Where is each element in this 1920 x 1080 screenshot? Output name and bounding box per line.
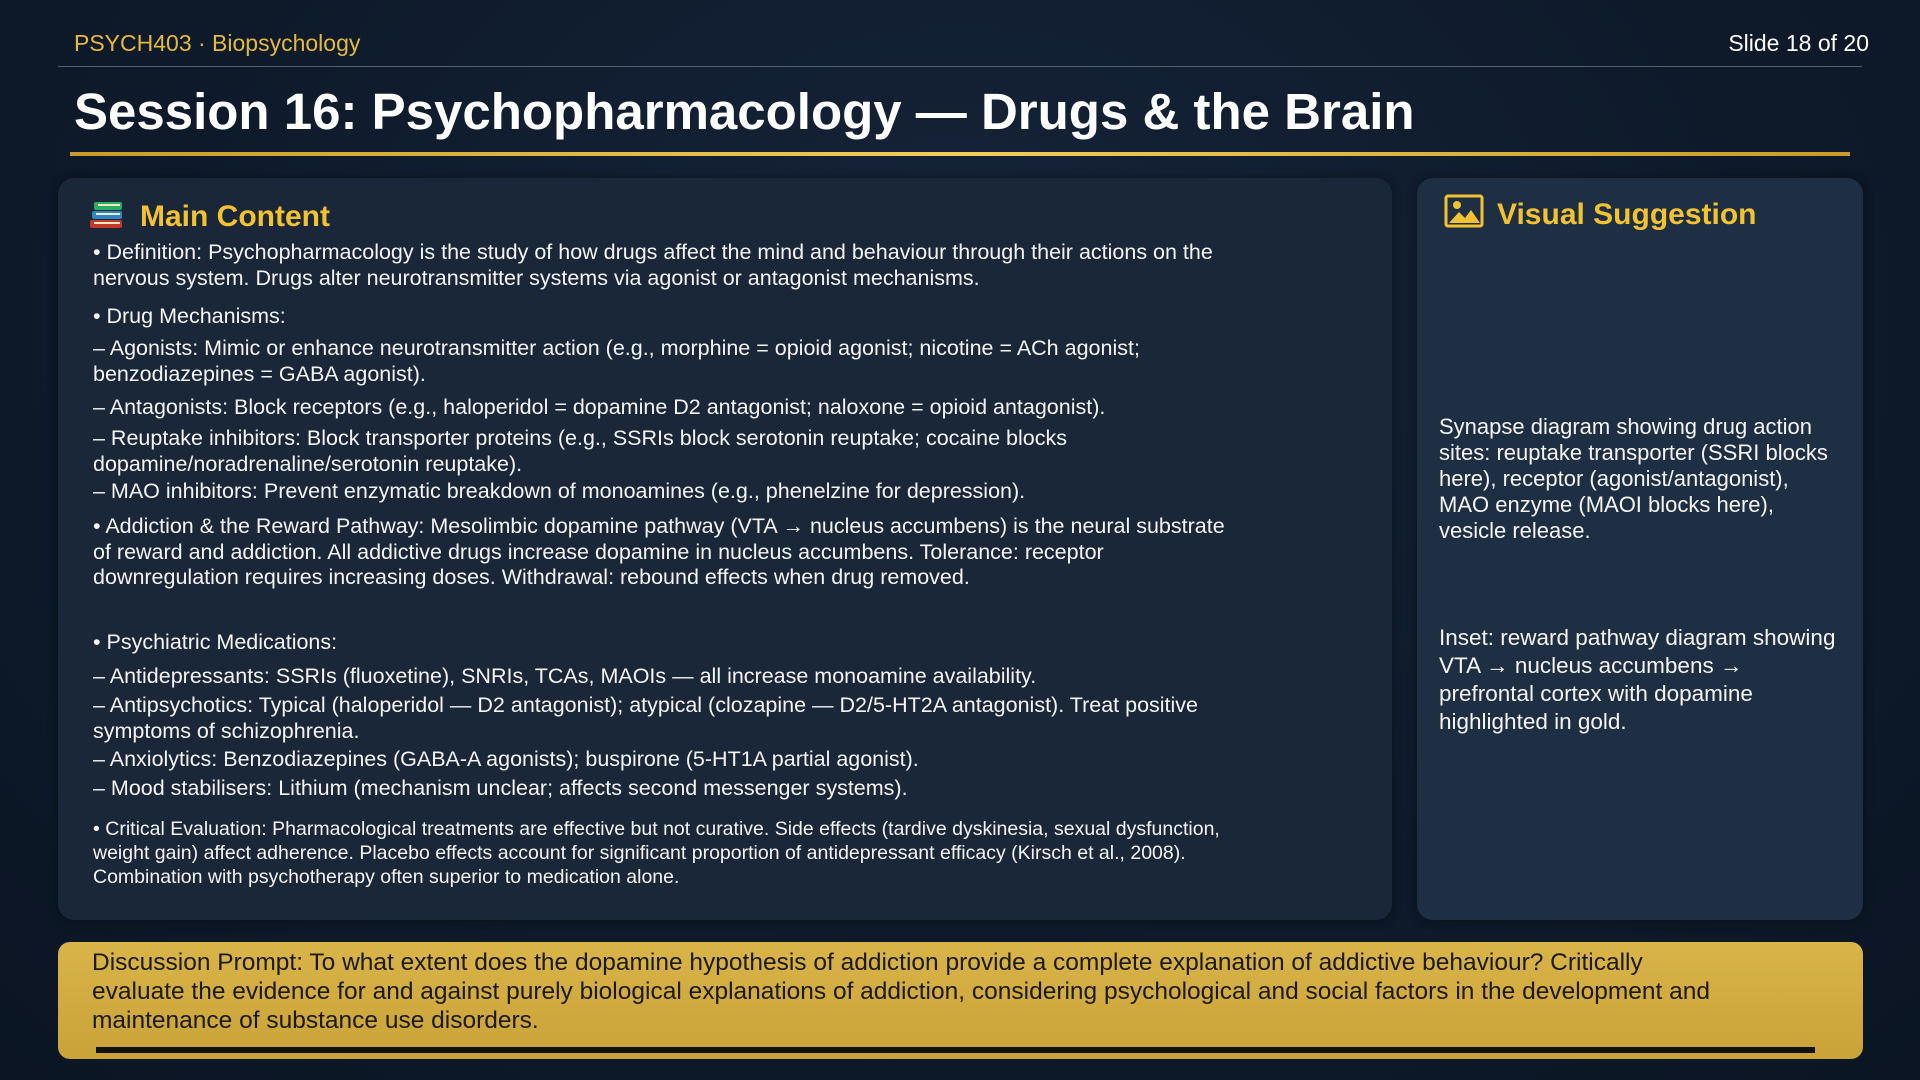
visual-suggestion-panel	[1417, 178, 1863, 920]
main-content-header	[86, 192, 330, 242]
header-divider	[58, 66, 1862, 67]
visual-inset-description: Inset: reward pathway diagram showing VTA → nucleus accumbens → prefrontal cortex with dopamine highlighted in gold.	[1439, 625, 1836, 734]
course-label: PSYCH403 · Biopsychology	[74, 30, 361, 56]
paragraph-anxiolytics: – Anxiolytics: Benzodiazepines (GABA-A agonists); buspirone (5-HT1A partial agonist).	[93, 747, 919, 771]
prompt-bottom-rule	[96, 1047, 1815, 1053]
visual-suggestion-header	[1443, 190, 1757, 240]
paragraph-antidepressants: – Antidepressants: SSRIs (fluoxetine), SNRIs, TCAs, MAOIs — all increase monoamine availability.	[93, 664, 1037, 688]
paragraph-critical-evaluation: • Critical Evaluation: Pharmacological treatments are effective but not curative. Side effects (tardive dyskinesia, sexual dysfunction, weight gain) affect adherence. Placebo effects account for significant proportion of antidepressant efficacy (Kirsch et al., 2008). Combination with psychotherapy often superior to medication alone.	[93, 818, 1220, 888]
title-underline	[70, 152, 1850, 156]
visual-suggestion-heading: Visual Suggestion	[1497, 198, 1757, 231]
paragraph-mechanisms-heading: • Drug Mechanisms:	[93, 304, 286, 328]
main-content-panel	[58, 178, 1392, 920]
slide-number: Slide 18 of 20	[1728, 30, 1869, 56]
paragraph-reuptake: – Reuptake inhibitors: Block transporter proteins (e.g., SSRIs block serotonin reuptake; cocaine blocks dopamine/noradrenaline/serotonin reuptake).	[93, 426, 1067, 476]
paragraph-mao: – MAO inhibitors: Prevent enzymatic breakdown of monoamines (e.g., phenelzine for depression).	[93, 479, 1026, 503]
discussion-prompt-box	[58, 942, 1863, 1059]
discussion-prompt-text: Discussion Prompt: To what extent does the dopamine hypothesis of addiction provide a complete explanation of addictive behaviour? Critically evaluate the evidence for and against purely biological explanations of addiction, considering psychological and social factors in the development and maintenance of substance use disorders.	[92, 949, 1711, 1034]
visual-description: Synapse diagram showing drug action sites: reuptake transporter (SSRI blocks here), receptor (agonist/antagonist), MAO enzyme (MAOI blocks here), vesicle release.	[1439, 414, 1828, 543]
image-icon	[1443, 190, 1485, 240]
paragraph-mood-stabilisers: – Mood stabilisers: Lithium (mechanism unclear; affects second messenger systems).	[93, 776, 908, 800]
main-content-heading: Main Content	[140, 200, 330, 233]
paragraph-definition: • Definition: Psychopharmacology is the study of how drugs affect the mind and behaviour through their actions on the nervous system. Drugs alter neurotransmitter systems via agonist or antagonist mechanisms.	[93, 240, 1213, 290]
books-icon	[86, 192, 128, 242]
paragraph-agonists: – Agonists: Mimic or enhance neurotransmitter action (e.g., morphine = opioid agonist; nicotine = ACh agonist; benzodiazepines = GABA agonist).	[93, 336, 1140, 386]
paragraph-addiction: • Addiction & the Reward Pathway: Mesolimbic dopamine pathway (VTA → nucleus accumbens) is the neural substrate of reward and addiction. All addictive drugs increase dopamine in nucleus accumbens. Tolerance: receptor downregulation requires increasing doses. Withdrawal: rebound effects when drug removed.	[93, 514, 1225, 589]
slide-title: Session 16: Psychopharmacology — Drugs & the Brain	[74, 83, 1415, 140]
paragraph-antagonists: – Antagonists: Block receptors (e.g., haloperidol = dopamine D2 antagonist; naloxone = opioid antagonist).	[93, 395, 1106, 419]
paragraph-medications-heading: • Psychiatric Medications:	[93, 630, 338, 654]
paragraph-antipsychotics: – Antipsychotics: Typical (haloperidol — D2 antagonist); atypical (clozapine — D2/5-HT2A antagonist). Treat positive symptoms of schizophrenia.	[93, 693, 1199, 743]
